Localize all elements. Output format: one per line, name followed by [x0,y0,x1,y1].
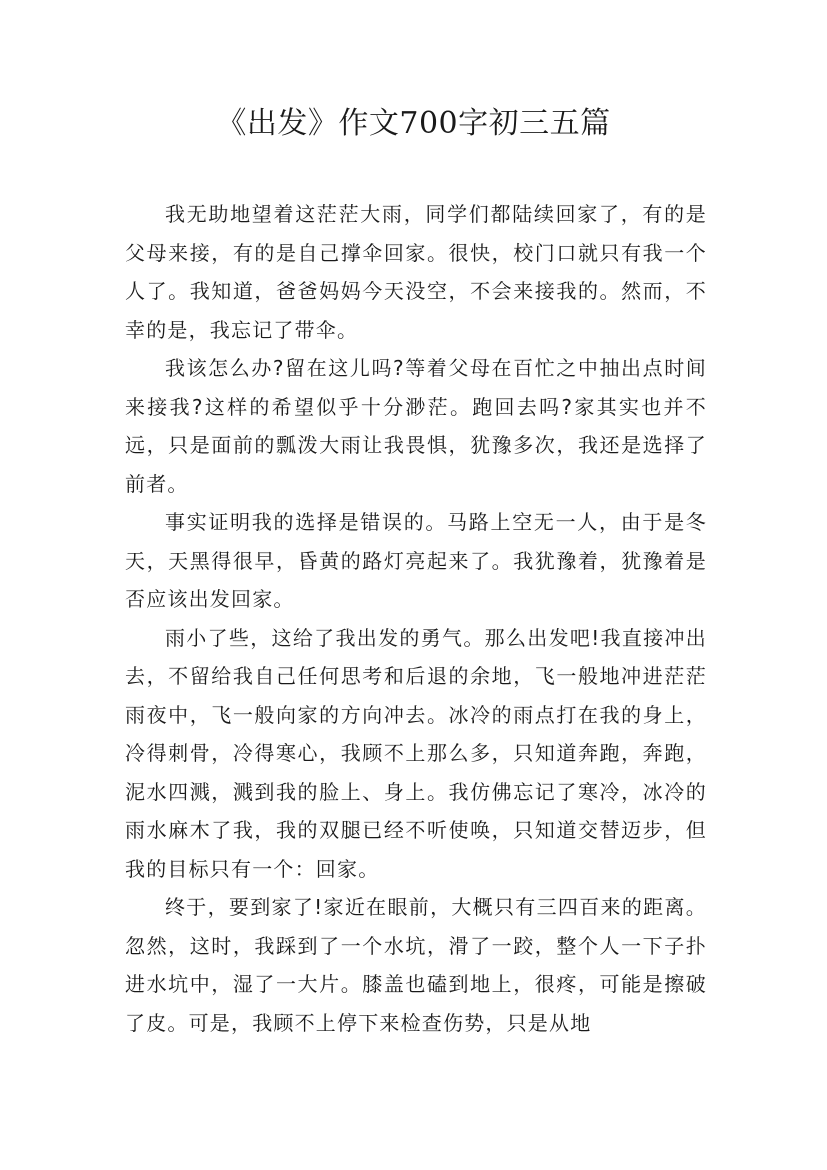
paragraph: 我该怎么办?留在这儿吗?等着父母在百忙之中抽出点时间来接我?这样的希望似乎十分渺茫。跑回去吗?家其实也并不远，只是面前的瓢泼大雨让我畏惧，犹豫多次，我还是选择了前者。 [125,356,707,496]
paragraph: 事实证明我的选择是错误的。马路上空无一人，由于是冬天，天黑得很早，昏黄的路灯亮起来了。我犹豫着，犹豫着是否应该出发回家。 [125,510,707,611]
paragraph: 雨小了些，这给了我出发的勇气。那么出发吧!我直接冲出去，不留给我自己任何思考和后退的余地，飞一般地冲进茫茫雨夜中，飞一般向家的方向冲去。冰冷的雨点打在我的身上，冷得刺骨，冷得寒心，我顾不上那么多，只知道奔跑，奔跑，泥水四溅，溅到我的脸上、身上。我仿佛忘记了寒冷，冰冷的雨水麻木了我，我的双腿已经不听使唤，只知道交替迈步，但我的目标只有一个：回家。 [125,625,707,881]
page-title: 《出发》作文700字初三五篇 [216,106,611,141]
paragraph: 我无助地望着这茫茫大雨，同学们都陆续回家了，有的是父母来接，有的是自己撑伞回家。很快，校门口就只有我一个人了。我知道，爸爸妈妈今天没空，不会来接我的。然而，不幸的是，我忘记了带伞。 [125,202,707,342]
essay-body [125,195,707,1042]
paragraph: 终于，要到家了!家近在眼前，大概只有三四百来的距离。忽然，这时，我踩到了一个水坑，滑了一跤，整个人一下子扑进水坑中，湿了一大片。膝盖也磕到地上，很疼，可能是擦破了皮。可是，我顾不上停下来检查伤势，只是从地 [125,895,707,1035]
